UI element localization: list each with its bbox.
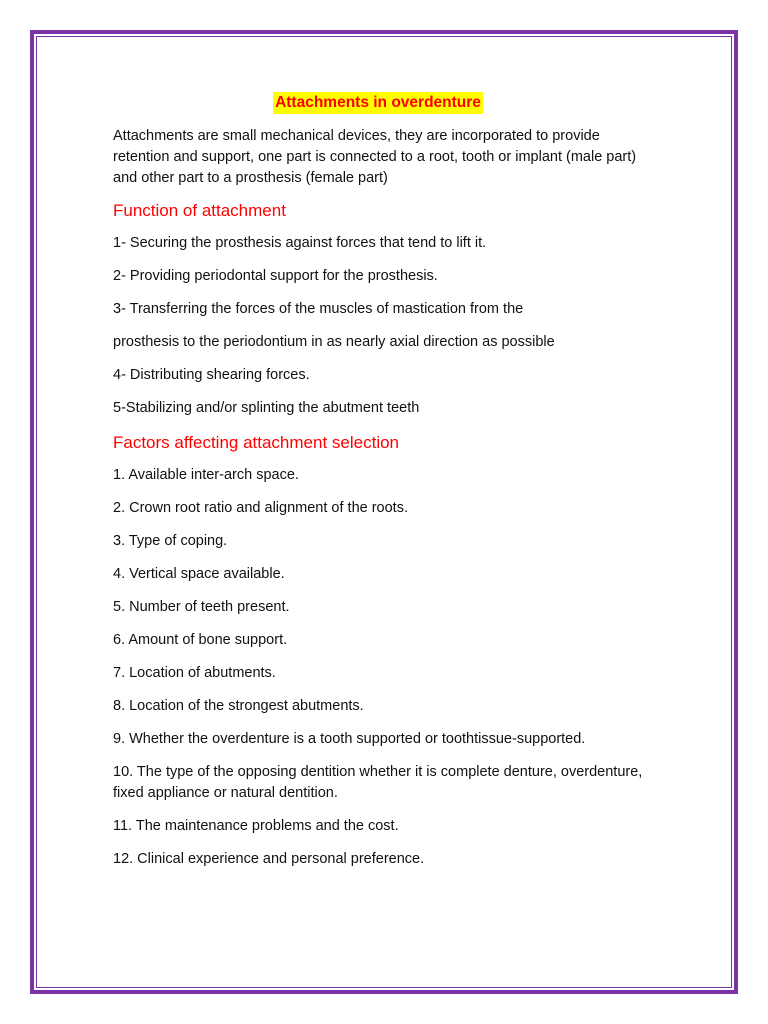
factor-item-7: 7. Location of abutments. [113,665,276,681]
function-item-4: 4- Distributing shearing forces. [113,367,310,383]
factor-item-4: 4. Vertical space available. [113,566,285,582]
function-item-1: 1- Securing the prosthesis against forces that tend to lift it. [113,235,487,251]
function-item-3: 3- Transferring the forces of the muscles of mastication from the [113,301,524,317]
function-item-3-continued: prosthesis to the periodontium in as nearly axial direction as possible [113,334,555,350]
function-heading: Function of attachment [113,201,286,220]
function-item-5: 5-Stabilizing and/or splinting the abutment teeth [113,400,420,416]
factor-item-12: 12. Clinical experience and personal preference. [113,851,425,867]
factor-item-3: 3. Type of coping. [113,533,228,549]
factor-item-10: 10. The type of the opposing dentition whether it is complete denture, overdenture, fixed appliance or natural dentition. [113,764,643,801]
document-title: Attachments in overdenture [273,92,483,114]
intro-paragraph: Attachments are small mechanical devices, they are incorporated to provide retention and support, one part is connected to a root, tooth or implant (male part) and other part to a prosthesis (female part) [113,128,637,186]
factor-item-6: 6. Amount of bone support. [113,632,288,648]
factor-item-5: 5. Number of teeth present. [113,599,290,615]
factor-item-9: 9. Whether the overdenture is a tooth supported or toothtissue-supported. [113,731,586,747]
factor-item-1: 1. Available inter-arch space. [113,467,299,483]
factor-item-11: 11. The maintenance problems and the cost. [113,818,399,834]
factor-item-2: 2. Crown root ratio and alignment of the roots. [113,500,408,516]
function-item-2: 2- Providing periodontal support for the prosthesis. [113,268,438,284]
function-list [113,233,643,419]
title-container [113,92,643,114]
factors-heading: Factors affecting attachment selection [113,433,400,452]
factors-list [113,465,643,870]
document-body [113,92,643,882]
factor-item-8: 8. Location of the strongest abutments. [113,698,364,714]
